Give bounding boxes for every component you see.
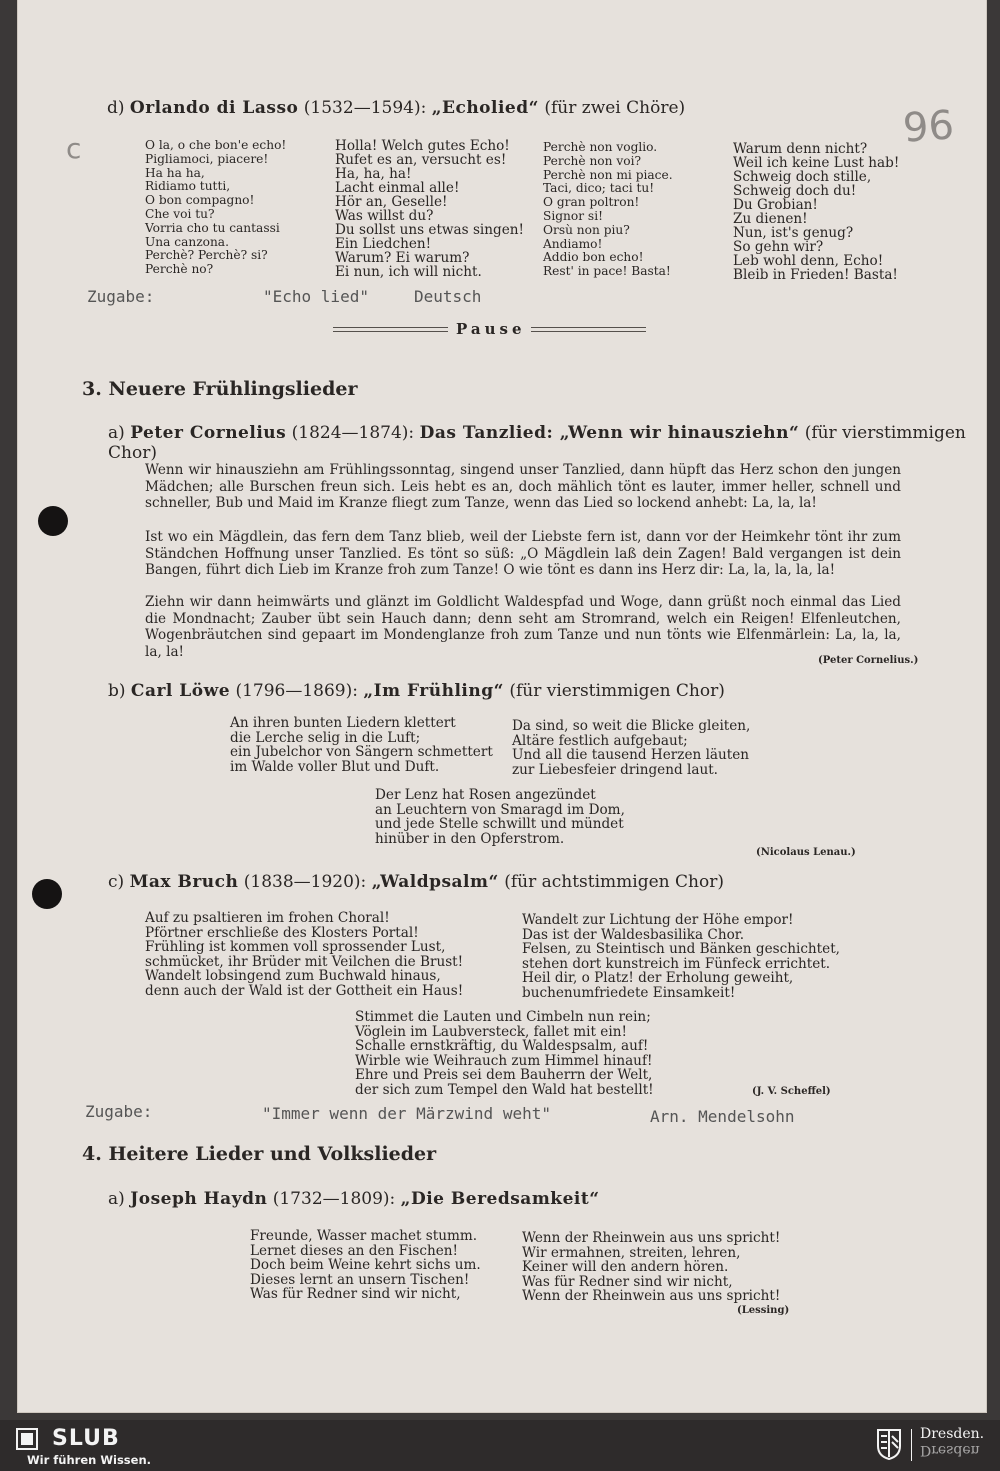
section-d-title: „Echolied“: [431, 98, 539, 118]
lyric-line: So gehn wir?: [733, 239, 824, 255]
tanzlied-paragraph-3: Ziehn wir dann heimwärts und glänzt im Goldlicht Waldespfad und Woge, dann grüßt noch einmal das Lied die Mondnacht; Zauber übt sein Hauch dann; denn seht am Stromrand, welch ein Reigen! Elfenleutchen, Wogenbräutchen sind gepaart im Mondenglanze froh zum Tanze und nun tönts wie Elfenmärlein: La, la, la, la, la!: [145, 594, 901, 660]
section-4-title: 4. Heitere Lieder und Volkslieder: [82, 1143, 437, 1165]
lyric-line: Pigliamoci, piacere!: [145, 151, 269, 166]
poem-line: Doch beim Weine kehrt sichs um.: [250, 1257, 481, 1274]
section-3c-credit: (J. V. Scheffel): [752, 1086, 831, 1097]
lyric-line: Was willst du?: [335, 208, 434, 224]
lyric-line: Lacht einmal alle!: [335, 180, 460, 196]
poem-line: im Walde voller Blut und Duft.: [230, 758, 440, 775]
poem-line: Wenn der Rheinwein aus uns spricht!: [522, 1288, 781, 1305]
lyric-line: Hör an, Geselle!: [335, 194, 448, 210]
poem-line: Lernet dieses an den Fischen!: [250, 1242, 458, 1259]
lyric-line: Vorria cho tu cantassi: [145, 220, 280, 235]
poem-line: an Leuchtern von Smaragd im Dom,: [375, 801, 625, 818]
lyric-line: Du Grobian!: [733, 197, 818, 213]
poem-line: Wenn der Rheinwein aus uns spricht!: [522, 1230, 781, 1246]
archive-number: 96: [901, 102, 956, 152]
poem-line: Freunde, Wasser machet stumm.: [250, 1228, 478, 1244]
poem-line: Altäre festlich aufgebaut;: [512, 732, 688, 749]
section-3b-credit: (Nicolaus Lenau.): [756, 847, 856, 858]
lyric-line: O bon compagno!: [145, 193, 255, 208]
poem-line: ein Jubelchor von Sängern schmettert: [230, 744, 493, 761]
section-d-label: d): [107, 98, 125, 118]
poem-line: Frühling ist kommen voll sprossender Lust,: [145, 939, 446, 956]
pause-rule-left: [333, 327, 448, 332]
poem-line: Was für Redner sind wir nicht,: [522, 1273, 733, 1290]
section-3a-credit: (Peter Cornelius.): [818, 655, 919, 666]
waldpsalm-stanza-2: [522, 913, 840, 1001]
lyric-line: Holla! Welch gutes Echo!: [335, 138, 510, 154]
poem-line: Wandelt lobsingend zum Buchwald hinaus,: [145, 968, 441, 985]
waldpsalm-stanza-3: [355, 1010, 654, 1098]
section-3a-label: a): [108, 423, 125, 443]
lyric-line: Ei nun, ich will nicht.: [335, 264, 482, 280]
section-3c-heading: [108, 872, 724, 892]
poem-line: buchenumfriedete Einsamkeit!: [522, 984, 736, 1001]
poem-line: Wirble wie Weihrauch zum Himmel hinauf!: [355, 1052, 653, 1069]
poem-line: der sich zum Tempel den Wald hat bestellt!: [355, 1081, 654, 1098]
poem-line: Heil dir, o Platz! der Erholung geweiht,: [522, 970, 794, 987]
lyric-line: Addio bon echo!: [543, 250, 644, 265]
waldpsalm-stanza-1: [145, 911, 463, 999]
section-3b-composer: Carl Löwe: [130, 681, 231, 701]
poem-line: Der Lenz hat Rosen angezündet: [375, 787, 596, 803]
poem-line: hinüber in den Opferstrom.: [375, 830, 565, 847]
poem-line: An ihren bunten Liedern klettert: [230, 715, 456, 731]
poem-line: Vöglein im Laubversteck, fallet mit ein!: [355, 1023, 627, 1040]
lyric-line: Schweig doch du!: [733, 183, 857, 199]
im-fruehling-stanza-2: [512, 719, 750, 777]
poem-line: Ehre und Preis sei dem Bauherrn der Welt,: [355, 1067, 653, 1084]
section-4a-heading: [108, 1189, 600, 1209]
poem-line: die Lerche selig in die Luft;: [230, 729, 421, 746]
section-3c-note: (für achtstimmigen Chor): [504, 872, 724, 892]
lyric-line: Che voi tu?: [145, 206, 215, 221]
poem-line: denn auch der Wald ist der Gottheit ein Haus!: [145, 982, 464, 999]
pause-label: Pause: [456, 320, 526, 338]
italian-column-1: [145, 139, 286, 277]
lyric-line: Ha ha ha,: [145, 165, 205, 180]
poem-line: Schalle ernstkräftig, du Waldespsalm, auf!: [355, 1038, 649, 1055]
lyric-line: Schweig doch stille,: [733, 169, 872, 185]
lyric-line: Warum denn nicht?: [733, 141, 868, 157]
lyric-line: Perchè non mi piace.: [543, 167, 673, 182]
city-crest-icon: [876, 1428, 902, 1460]
lyric-line: Una canzona.: [145, 234, 229, 249]
section-3b-title: „Im Frühling“: [363, 681, 504, 701]
poem-line: Auf zu psaltieren im frohen Choral!: [145, 910, 390, 926]
section-3c-dates: (1838—1920):: [243, 872, 367, 892]
tanzlied-paragraph-1: Wenn wir hinausziehn am Frühlingssonntag, singend unser Tanzlied, dann hüpft das Herz schon den jungen Mädchen; alle Burschen freun sich. Leis hebt es an, doch mählich tönt es lauter, immer heller, schnell und schneller, Bub und Maid im Kranze fliegt zum Tanze, wenn das Lied so lockend anhebt: La, la, la!: [145, 462, 901, 512]
lyric-line: Signor si!: [543, 208, 603, 223]
lyric-line: Rufet es an, versucht es!: [335, 152, 507, 168]
section-3b-heading: [108, 681, 725, 701]
lyric-line: Ein Liedchen!: [335, 236, 432, 252]
section-4a-credit: (Lessing): [737, 1305, 790, 1316]
lyric-line: Bleib in Frieden! Basta!: [733, 267, 898, 283]
section-d-dates: (1532—1594):: [303, 98, 427, 118]
lyric-line: Ha, ha, ha!: [335, 166, 412, 182]
section-3c-label: c): [108, 872, 125, 892]
section-3b-dates: (1796—1869):: [235, 681, 358, 701]
footer-divider: [911, 1429, 912, 1461]
lyric-line: Perchè? Perchè? si?: [145, 248, 268, 263]
beredsamkeit-stanza-1: [250, 1229, 481, 1302]
slub-logo-icon: [16, 1428, 38, 1450]
lyric-line: Du sollst uns etwas singen!: [335, 222, 524, 238]
pencil-mark: c: [66, 132, 82, 165]
section-d-note: (für zwei Chöre): [544, 98, 686, 118]
poem-line: Wir ermahnen, streiten, lehren,: [522, 1244, 741, 1261]
section-d-heading: [107, 98, 685, 118]
italian-column-2: [543, 141, 673, 279]
poem-line: stehen dort kunstreich im Fünfeck errichtet.: [522, 955, 831, 972]
section-4a-label: a): [108, 1189, 125, 1209]
lyric-line: Zu dienen!: [733, 211, 808, 227]
section-4a-dates: (1732—1809):: [272, 1189, 396, 1209]
poem-line: schmücket, ihr Brüder mit Veilchen die Brust!: [145, 953, 464, 970]
lyric-line: O gran poltron!: [543, 195, 640, 210]
section-4a-composer: Joseph Haydn: [130, 1189, 268, 1209]
zugabe-2-label: Zugabe:: [85, 1102, 153, 1121]
section-3a-composer: Peter Cornelius: [130, 423, 287, 443]
footer-bar: [0, 1420, 1000, 1471]
footer-partner: Dresden.: [920, 1426, 985, 1442]
beredsamkeit-stanza-2: [522, 1231, 780, 1304]
section-3c-composer: Max Bruch: [129, 872, 239, 892]
poem-line: Pförtner erschließe des Klosters Portal!: [145, 924, 419, 941]
im-fruehling-stanza-1: [230, 716, 493, 774]
lyric-line: Nun, ist's genug?: [733, 225, 854, 241]
footer-partner-reflection: Dresden: [920, 1442, 980, 1458]
zugabe-1-title: "Echo lied": [263, 287, 369, 306]
section-3b-note: (für vierstimmigen Chor): [509, 681, 725, 701]
poem-line: Wandelt zur Lichtung der Höhe empor!: [522, 912, 794, 928]
lyric-line: Andiamo!: [543, 236, 603, 251]
lyric-line: Taci, dico; taci tu!: [543, 181, 655, 196]
lyric-line: Perchè non voglio.: [543, 140, 658, 154]
footer-slogan: Wir führen Wissen.: [27, 1453, 152, 1467]
footer-brand: SLUB: [52, 1426, 120, 1451]
german-column-1: [335, 139, 524, 279]
lyric-line: Perchè non voi?: [543, 153, 642, 168]
tanzlied-paragraph-2: Ist wo ein Mägdlein, das fern dem Tanz blieb, weil der Liebste fern ist, dann vor der Heimkehr tönt ihr zum Ständchen Hoffnung unser Tanzlied. Es tönt so süß: „O Mägdlein laß dein Zagen! Bald vergangen ist dein Bangen, führt dich Lieb im Kranze froh zum Tanze! O wie tönt es dann ins Herz dir: La, la, la, la, la!: [145, 529, 901, 579]
punch-hole-top: [38, 506, 68, 536]
lyric-line: Perchè no?: [145, 262, 214, 277]
pause-rule-right: [531, 327, 646, 332]
poem-line: Stimmet die Lauten und Cimbeln nun rein;: [355, 1009, 651, 1025]
german-column-2: [733, 142, 899, 282]
section-3c-title: „Waldpsalm“: [371, 872, 499, 892]
punch-hole-bottom: [32, 879, 62, 909]
poem-line: Und all die tausend Herzen läuten: [512, 747, 750, 764]
lyric-line: Weil ich keine Lust hab!: [733, 155, 900, 171]
poem-line: und jede Stelle schwillt und mündet: [375, 816, 624, 833]
zugabe-2-note: Arn. Mendelsohn: [650, 1107, 795, 1126]
section-d-composer: Orlando di Lasso: [129, 98, 299, 118]
section-4a-title: „Die Beredsamkeit“: [400, 1189, 600, 1209]
lyric-line: Leb wohl denn, Echo!: [733, 253, 884, 269]
poem-line: Dieses lernt an unsern Tischen!: [250, 1271, 470, 1288]
poem-line: zur Liebesfeier dringend laut.: [512, 761, 718, 778]
poem-line: Felsen, zu Steintisch und Bänken geschichtet,: [522, 941, 840, 958]
lyric-line: Ridiamo tutti,: [145, 179, 231, 194]
poem-line: Das ist der Waldesbasilika Chor.: [522, 926, 745, 943]
poem-line: Was für Redner sind wir nicht,: [250, 1286, 461, 1303]
lyric-line: Warum? Ei warum?: [335, 250, 470, 266]
poem-line: Keiner will den andern hören.: [522, 1259, 729, 1276]
poem-line: Da sind, so weit die Blicke gleiten,: [512, 718, 751, 734]
section-3a-heading: [108, 423, 1000, 463]
lyric-line: Orsù non piu?: [543, 222, 630, 237]
section-3b-label: b): [108, 681, 126, 701]
zugabe-1-note: Deutsch: [414, 287, 482, 306]
lyric-line: Rest' in pace! Basta!: [543, 264, 671, 279]
zugabe-2-title: "Immer wenn der Märzwind weht": [262, 1104, 551, 1123]
im-fruehling-stanza-3: [375, 788, 625, 846]
zugabe-1-label: Zugabe:: [87, 287, 155, 306]
section-3a-title: Das Tanzlied: „Wenn wir hinausziehn“: [419, 423, 800, 443]
section-3a-note: (für vierstimmigen Chor): [108, 423, 966, 463]
lyric-line: O la, o che bon'e echo!: [145, 138, 287, 152]
section-3a-dates: (1824—1874):: [291, 423, 415, 443]
section-3-title: 3. Neuere Frühlingslieder: [82, 378, 358, 400]
